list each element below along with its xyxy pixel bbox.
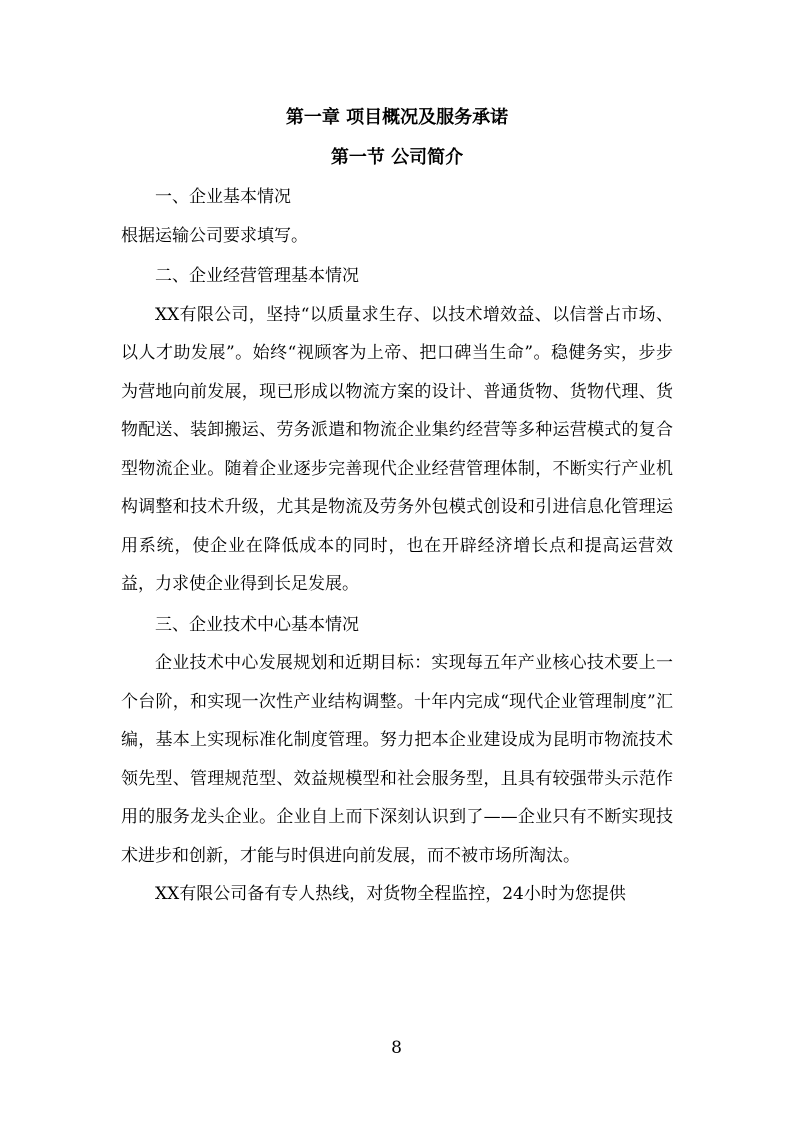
page-number: 8 [391, 1038, 402, 1058]
heading-basic-info: 一、企业基本情况 [155, 187, 291, 207]
paragraph-hotline-service: XX有限公司备有专人热线，对货物全程监控，24小时为您提供 [155, 884, 626, 904]
chapter-title: 第一章 项目概况及服务承诺 [285, 107, 509, 128]
paragraph-basic-info: 根据运输公司要求填写。 [121, 225, 308, 246]
heading-tech-center-info: 三、企业技术中心基本情况 [155, 614, 359, 635]
paragraph-management-info: XX有限公司，坚持“以质量求生存、以技术增效益、以信誉占市场、以人才助发展”。始终“视顾客为上帝、把口碑当生命”。稳健务实，步步为营地向前发展，现已形成以物流方案的设计、普通货物、货物代理、货物配送、装卸搬运、劳务派遣和物流企业集约经营等多种运营模式的复合型物流企业。随着企业逐步完善现代企业经营管理体制，不断实行产业机构调整和技术升级，尤其是物流及劳务外包模式创设和引进信息化管理运用系统，使企业在降低成本的同时，也在开辟经济增长点和提高运营效益，力求使企业得到长足发展。 [121, 304, 673, 594]
page-content [121, 100, 673, 914]
heading-management-info: 二、企业经营管理基本情况 [155, 266, 359, 286]
section-title: 第一节 公司简介 [330, 147, 464, 168]
paragraph-tech-center-info: 企业技术中心发展规划和近期目标：实现每五年产业核心技术要上一个台阶，和实现一次性产业结构调整。十年内完成“现代企业管理制度”汇编，基本上实现标准化制度管理。努力把本企业建设成为昆明市物流技术领先型、管理规范型、效益规模型和社会服务型，且具有较强带头示范作用的服务龙头企业。企业自上而下深刻认识到了——企业只有不断实现技术进步和创新，才能与时俱进向前发展，而不被市场所淘汰。 [121, 653, 673, 866]
